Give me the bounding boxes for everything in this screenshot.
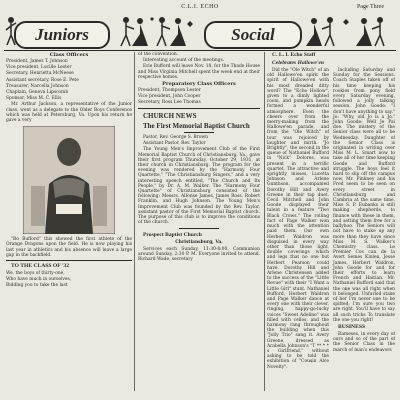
left-column <box>6 52 132 391</box>
class-officers-heading: Class Officers <box>49 52 89 58</box>
business-article: Rameses, in every day of ours and so of the part of the Senior Class in the march of man's endeavors <box>333 331 395 353</box>
column-divider <box>134 52 135 391</box>
prospect-article: Services each Sunday, 11:30-8:00. Communion around Sunday, 2:30 P. M. Everyone invited to attend. Richard Wade, secretary <box>138 246 260 263</box>
poem-line: We, the boys of thirty-one, <box>6 271 65 277</box>
prospect-church-title: Prospect Baptist Church <box>143 232 202 239</box>
officer-line: President, James T. Johnson <box>6 59 68 64</box>
athlete-photo <box>23 126 115 234</box>
business-heading: BUSINESS <box>338 323 366 330</box>
running-head <box>0 3 400 12</box>
church-news-column <box>138 112 260 391</box>
notes-subcolumn <box>333 68 395 371</box>
middle-top-column <box>138 52 260 106</box>
meeting-paragraph: Interesting account of the meetings. <box>143 58 225 64</box>
section-divider <box>6 260 132 261</box>
halloween-heading: Celebrates Hallowe'en <box>272 60 325 66</box>
prep-officer-line: Vice president, John Cooper <box>138 94 201 100</box>
column-divider <box>264 52 265 391</box>
senior-notes: including Saturday and Sunday for the Sessions. Coach Staples taken off of his time keeping his rookies from pony field every Saturday evening, followed a jolly talking session. John Goode: "I don't have anything to say." Jo: "Why, old Jo is a Jo." John Goode: Well Je Pai doe. The mistery of the Senior class were all to be Wednesday. Daughter of the Senior Class is originated in writing over Miss M. L. Smart now to take all of her time keeping Goode and Bufford struggle. The boys feel it hard to slip off the campus now, Mr. Pinkney and his Fred seem to be seen on every street in Christiansburg and Cambria at the same time. Miss S. P. Eubanks is still making shepherds, to finance with these in them, and setting them free for a ballyhoo. The Seniors will not have to stake up any more than they have since Miss M. S. Walker's Chemistry class. Le Premier Cos can de la Avert Semes Kinlen, Jesse James, Herbert Waldron, John Goode for and for their efforts to learn French and Haitian. Mr. Nathaniel Bufford said that the one was all right when it belonged. Unfurled stake of her I'm never one to be spitted, I'm sure you two are right. You'll have to say all such tricks To translate the one you right! <box>333 68 395 323</box>
prospect-place: Christiansburg, Va. <box>175 240 223 246</box>
title-rule <box>184 132 214 133</box>
masthead-rule <box>4 50 396 51</box>
page-number: Page Three <box>356 4 384 10</box>
right-column <box>267 52 395 391</box>
halloween-article: Did the "Ole Witch" of an old Hallowe'en spirit the spirit of Hallowe'en with his most dreaded ditty word? The "Echo Hollow", given to a dimly lighted room, and pumpkin heads formed a wonderful atmosphere. Even the cheers over from the merry-making from the Hallowe'en parade, and from the "Ole Witch" of tour was rejoiced by laughter and mirth. "Jo Brightly", the second in the queue of Nathaniel Bufford in "Nick" Dolores, was present in a terrific quartet. The attractive and sprightly misses, Lucetta Johnson and Arlene Gunthson, accompanied Dorothy Hill and Avery Greene in their tap duet. Cecil Mitchell and John Goode displayed their talent in a feature "Two Black Crows." The rolling fact of Page Walker won much with the attention paid them. Our own Herbert Waldron was disguised in every way other than those light, double coverings which and legs that no one but Herbert Pearson could have. Dorothy Hill and Arlene Christensen added to the success of the "Little Revue" with their "I Want a Little Girl" stunt. Nathaniel Bufford, Herbert Waldron and Page Walker dance at every one with their clever, ringing, happy-go-lucky voices "Sweet Adeline" was filled with cellos, and the harmony rang throughout the building when this "Jolly Trio" sang it. Avery Greene, dressed as Arabella Johnson's "T ** * * s Girlfriend," without asking to be told the exhibition of "Cousin Alce Novelty". <box>267 68 329 370</box>
officer-line: Chaplain, Geneva Lipscomb <box>6 90 69 96</box>
running-head-title: C.L.I. ECHO <box>181 4 219 10</box>
social-title: Social <box>204 21 302 49</box>
officer-line: Treasurer, Narcella Johnson <box>6 83 69 89</box>
weekend-paragraph: Erie Bufford will leave Nov. 18, for the Thade House and Miss Virginia Mitchell spent the week end at their respective homes. <box>138 64 260 80</box>
poem-line: Who have much in ourselves, <box>6 277 72 283</box>
pastor-line: Pastor, Rev. George S. Brown <box>143 135 208 140</box>
convention-line: of the convention. <box>138 52 179 57</box>
juniors-title: Juniors <box>14 21 110 49</box>
dancing-couples-icon <box>112 15 198 51</box>
section-divider <box>179 228 219 229</box>
church-news-heading: CHURCH NEWS <box>143 112 197 120</box>
staff-heading: C. L. I. Echo Staff <box>272 52 316 58</box>
officer-line: Vice president, Lucille Lester <box>6 65 72 71</box>
assistant-pastor-line: Assistant Pastor, Rev. Taylor <box>143 141 206 147</box>
masthead-banner <box>0 13 400 50</box>
church-article: The Young Men's Improvement Club of the First Memorial Baptist Church of Christiansburg, Va., gave their first program Thursday, October 29, 1931, at their church in Christiansburg. The program for the evening was rendered by the "Harmony Four Quartette," "The Christiansburg Singers," and a very interesting speech entitled, "The Church and Its People," by Dr. A. M. Walker. The "Harmony Four Quartette" of Christiansburg consisted of the following: Messrs. Alfonse James, James Ross, Robert Franklin, and Hugh Johnson. The Young Men's Improvement Club was founded by the Rev. Taylor, assistant pastor of the First Memorial Baptist church. The purpose of this club is to improve the conditions of the church. <box>138 147 260 226</box>
dancers-right-icon <box>302 15 394 49</box>
prep-officer-line: President, Thompson Lester <box>138 88 201 94</box>
officer-line: Assistant secretary, Rose E. Pete <box>6 77 79 83</box>
church-news-rule <box>138 108 260 109</box>
photo-caption: "Bo Bufford" this showed the first athlete of the Orange Dragons upon the field. He is now playing his last year in athletics and his absence will leave a large gap in the backfield. <box>6 237 132 258</box>
halloween-subcolumn <box>267 68 329 371</box>
poem-line: Bidding you to take the last <box>6 283 68 289</box>
poem-title: TO THE CLASS OF '32 <box>11 263 70 270</box>
prep-officer-line: Secretary, Ross Lee Thomas <box>138 100 201 106</box>
officer-line: Sponsor, Miss M. C. Ellis <box>6 96 62 102</box>
delegate-paragraph: Mr. Arthur Jackson, a representative of the Junior class, went as a delegate to the Older Boys Conference which was held at Petersburg, Va. Upon his return he gave a very <box>6 102 132 124</box>
right-subcolumns <box>267 68 395 371</box>
prep-officers-heading: Preparatory Class Officers <box>162 81 236 88</box>
church-title: The First Memorial Baptist Church <box>143 122 250 130</box>
officer-line: Secretary, Henrietta McNeese <box>6 71 74 77</box>
